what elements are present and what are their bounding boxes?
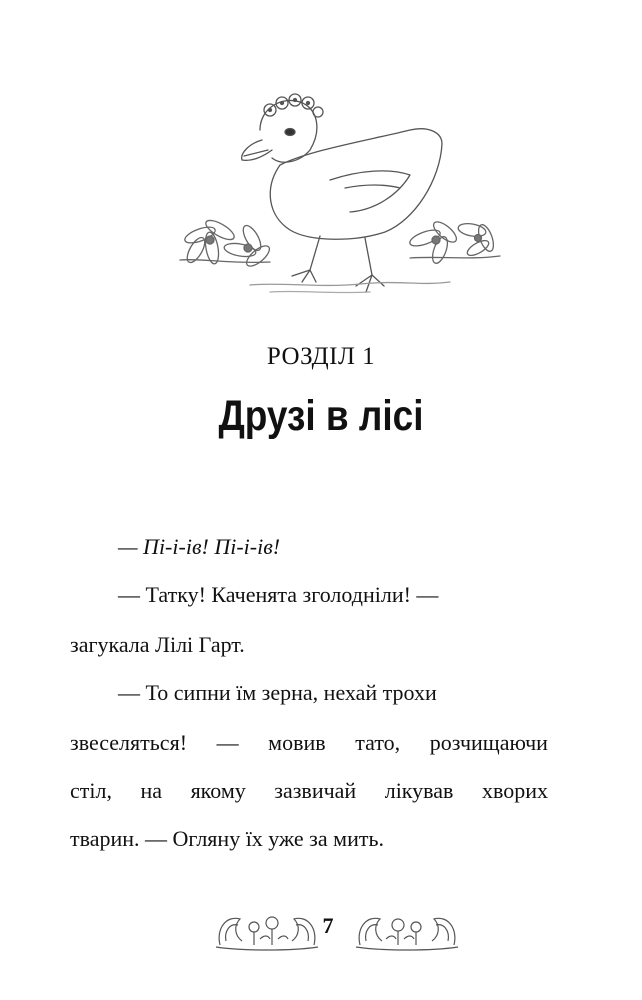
- ornament-icon: [212, 905, 322, 955]
- body-line-7: тварин. — Огляну їх уже за мить.: [70, 826, 384, 851]
- chapter-title: Друзі в лісі: [218, 392, 424, 440]
- word: зазвичай: [274, 778, 357, 803]
- body-line-1: — Пі-і-ів! Пі-і-ів!: [118, 534, 281, 559]
- body-line-3: загукала Лілі Гарт.: [70, 632, 245, 657]
- word: мовив: [268, 730, 326, 755]
- word: тато,: [355, 730, 401, 755]
- word: —: [216, 730, 239, 755]
- body-line-5: [70, 728, 548, 758]
- word: на: [140, 778, 163, 803]
- word: розчищаючи: [429, 730, 548, 755]
- word: лікував: [384, 778, 454, 803]
- body-line-2: — Татку! Каченята зголодніли! —: [118, 582, 439, 607]
- ornament-icon: [352, 905, 462, 955]
- word: звеселяться!: [70, 730, 188, 755]
- word: якому: [190, 778, 246, 803]
- word: стіл,: [70, 778, 112, 803]
- page-number: 7: [322, 913, 334, 938]
- duckling-illustration: [160, 70, 520, 320]
- chapter-label: РОЗДІЛ 1: [266, 343, 376, 370]
- word: хворих: [481, 778, 548, 803]
- body-line-4: — То сипни їм зерна, нехай трохи: [118, 680, 437, 705]
- body-line-6: [70, 776, 548, 806]
